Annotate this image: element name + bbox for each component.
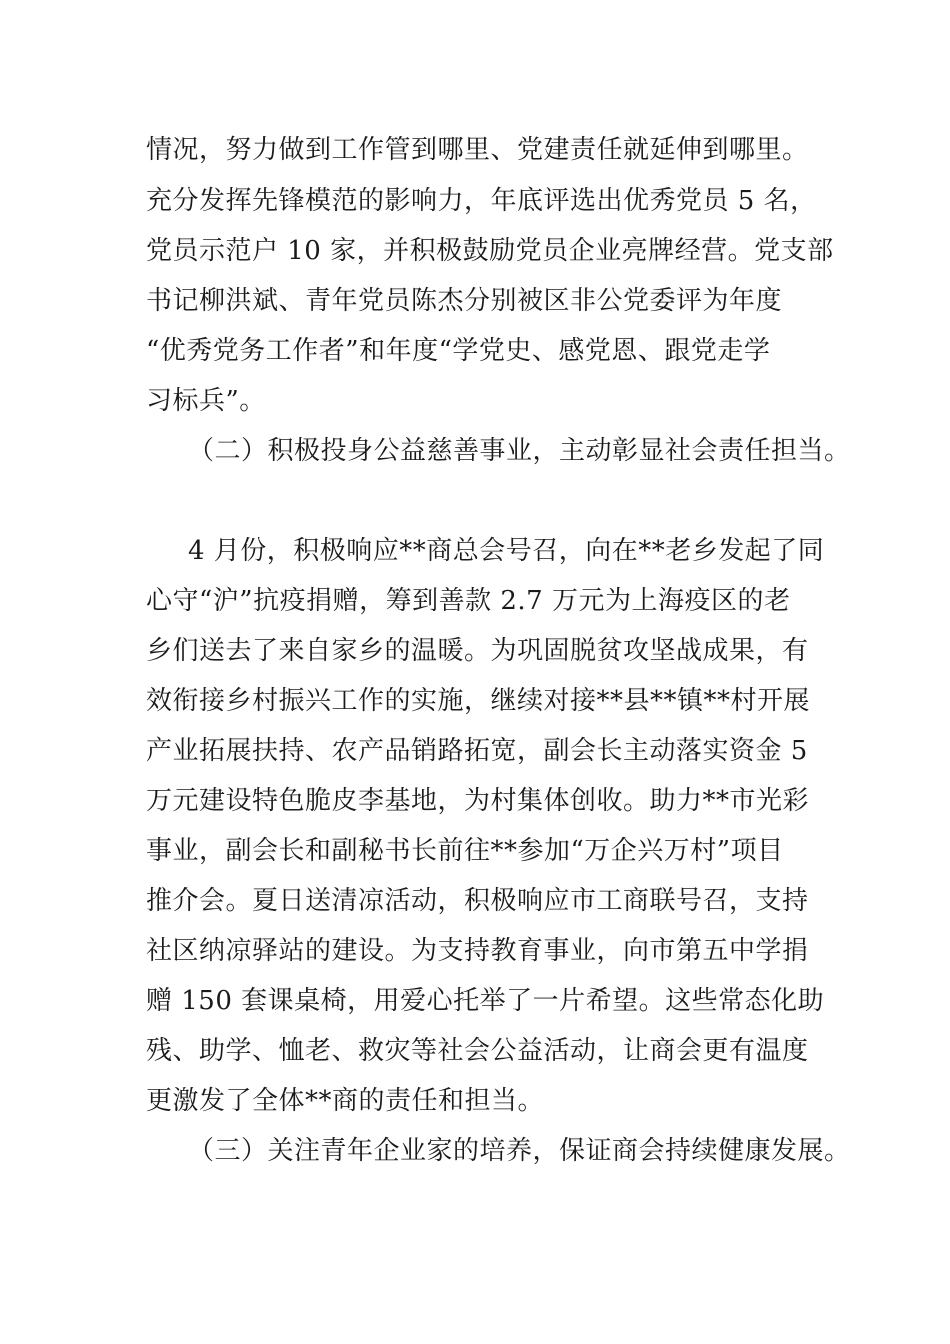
section-heading: （二）积极投身公益慈善事业，主动彰显社会责任担当。 xyxy=(188,436,851,466)
paragraph-line: 社区纳凉驿站的建设。为支持教育事业，向市第五中学捐 xyxy=(146,936,809,966)
paragraph-line: 心守“沪”抗疫捐赠，筹到善款 2.7 万元为上海疫区的老 xyxy=(146,586,791,616)
paragraph-line: 4 月份，积极响应**商总会号召，向在**老乡发起了同 xyxy=(188,536,825,566)
paragraph-line: 效衔接乡村振兴工作的实施，继续对接**县**镇**村开展 xyxy=(146,686,811,716)
paragraph-line: 万元建设特色脆皮李基地，为村集体创收。助力**市光彩 xyxy=(146,786,810,816)
paragraph-line: 习标兵”。 xyxy=(146,386,266,416)
paragraph-line: 产业拓展扶持、农产品销路拓宽，副会长主动落实资金 5 xyxy=(146,736,808,766)
paragraph-line: 乡们送去了来自家乡的温暖。为巩固脱贫攻坚战成果，有 xyxy=(146,636,809,666)
paragraph-line: 事业，副会长和副秘书长前往**参加“万企兴万村”项目 xyxy=(146,836,784,866)
paragraph-line: 充分发挥先锋模范的影响力，年底评选出优秀党员 5 名， xyxy=(146,186,817,216)
paragraph-line: 书记柳洪斌、青年党员陈杰分别被区非公党委评为年度 xyxy=(146,286,783,316)
section-heading: （三）关注青年企业家的培养，保证商会持续健康发展。 xyxy=(188,1136,851,1166)
paragraph-line: 更激发了全体**商的责任和担当。 xyxy=(146,1086,545,1116)
paragraph-line: 党员示范户 10 家，并积极鼓励党员企业亮牌经营。党支部 xyxy=(146,236,834,266)
paragraph-line: “优秀党务工作者”和年度“学党史、感党恩、跟党走学 xyxy=(146,336,771,366)
paragraph-line: 赠 150 套课桌椅，用爱心托举了一片希望。这些常态化助 xyxy=(146,986,825,1016)
paragraph-line: 残、助学、恤老、救灾等社会公益活动，让商会更有温度 xyxy=(146,1036,809,1066)
paragraph-line: 推介会。夏日送清凉活动，积极响应市工商联号召，支持 xyxy=(146,886,809,916)
paragraph-line: 情况，努力做到工作管到哪里、党建责任就延伸到哪里。 xyxy=(146,135,809,165)
